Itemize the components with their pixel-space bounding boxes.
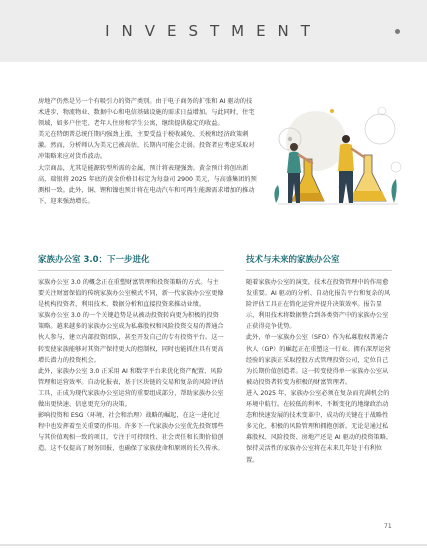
- intro-paragraph: 大宗商品，尤其是能源转型所需的金属，预计将表现强劲。黄金预计将创出新高，瑞银将 2025 年底的黄金价格目标定为每盎司 2900 美元，与高盛集团的预测相一致。此外，铜、锂和镍也预计将在电动汽车和可再生能源需求增加的推动下，迎来强劲增长。: [38, 164, 257, 205]
- left-paragraph: 家族办公室 3.0 的概念正在重塑财富管理和投资策略的方式。与主要关注财富保值的传统家族办公室模式不同，新一代家族办公室更像是机构投资者，利用技术、数据分析和直接投资来推动业绩。: [38, 279, 224, 309]
- page-number: 71: [384, 523, 392, 530]
- left-paragraph: 此外，家族办公室 3.0 正采用 AI 和数字平台来优化资产配置、风险管理和运营效率。自动化报表，基于区块链的交易和复杂的风险评估工具，正成为现代家族办公室运营的重要组成部分，帮助家族办公室做出更快速、信息更充分的决策。: [38, 367, 224, 409]
- right-paragraph: 进入 2025 年，家族办公室必须在复杂而充满机会的环境中航行。在较低的利率、不断变化的地缘政治动态和快速发展的技术变革中，成功的关键在于战略性多元化、积极的风险管理和拥抱创新。无论是通过私募股权、风险投资、房地产还是 AI 驱动的投资策略，保持灵活性的家族办公室将在未来几年处于有利位置。: [246, 389, 393, 464]
- left-paragraph: 影响投资和 ESG（环境、社会和治理）战略的崛起，在这一进化过程中也发挥着至关重要的作用。许多下一代家族办公室优先投资那些与其价值观相一致的项目，专注于可持续性、社会责任和长期价值创造。这不仅提高了财务回报，也确保了家族使命和原则的长久传承。: [38, 412, 224, 453]
- right-column-text: [246, 277, 394, 466]
- divider: [246, 270, 392, 271]
- left-paragraph: 家族办公室 3.0 的一个关键趋势是从被动投资转向更为积极的投资策略。越来越多的家族办公室成为私募股权和风险投资交易的普通合伙人参与，建立内部投资团队，甚至开发自己的专有投资平台。这一转变使家族能够对其资产保持更大的控制权，同时也能抓住具有更高增长潜力的投资机会。: [38, 312, 224, 364]
- header-dot-icon: [395, 29, 400, 34]
- right-paragraph: 随着家族办公室的演变，技术在投资管理中的作用愈发重要。AI 驱动的分析、自动化报告平台和复杂的风险评估工具正在简化运营并提升决策效率。报告显示，利用技术将数据整合到各类资产中的家族办公室正获得竞争优势。: [246, 279, 391, 331]
- footer-line: [0, 544, 427, 546]
- header-title: INVESTMENT: [105, 22, 322, 40]
- left-column-text: [38, 277, 224, 455]
- section-title-technology-future: 技术与未来的家族办公室: [246, 255, 340, 265]
- divider: [38, 270, 224, 271]
- intro-paragraph: 房地产仍然是另一个有吸引力的资产类别。由于电子商务的扩张和 AI 驱动的技术进步，物流物业、数据中心和电信基础设施的需求日益增加。与此同时，住宅领域，如多户住宅、老年人住房和学生公寓，继续提供稳定的收益。: [38, 98, 255, 128]
- people-with-flasks-illustration: [268, 95, 408, 230]
- header-band: [0, 0, 427, 62]
- intro-paragraph: 美元在特朗普总统任期内强劲上涨，主要受益于税收减免、关税和经济政策刺激。然而，分析师认为美元已被高估，长期内可能会走弱。投资者应考虑采取对冲策略来应对货币波动。: [38, 131, 255, 161]
- section-title-family-office-3: 家族办公室 3.0：下一步进化: [38, 255, 150, 265]
- right-paragraph: 此外，单一家族办公室（SFO）作为私募股权普通合伙人（GP）的崛起正在重塑这一行业。拥有深厚运营经验的家族正采取控股方式管理投资公司，定位自己为长期价值创造者。这一转变使得单一家族办公室从被动投资者转变为积极的财富管理者。: [246, 334, 391, 386]
- intro-text: [38, 96, 258, 207]
